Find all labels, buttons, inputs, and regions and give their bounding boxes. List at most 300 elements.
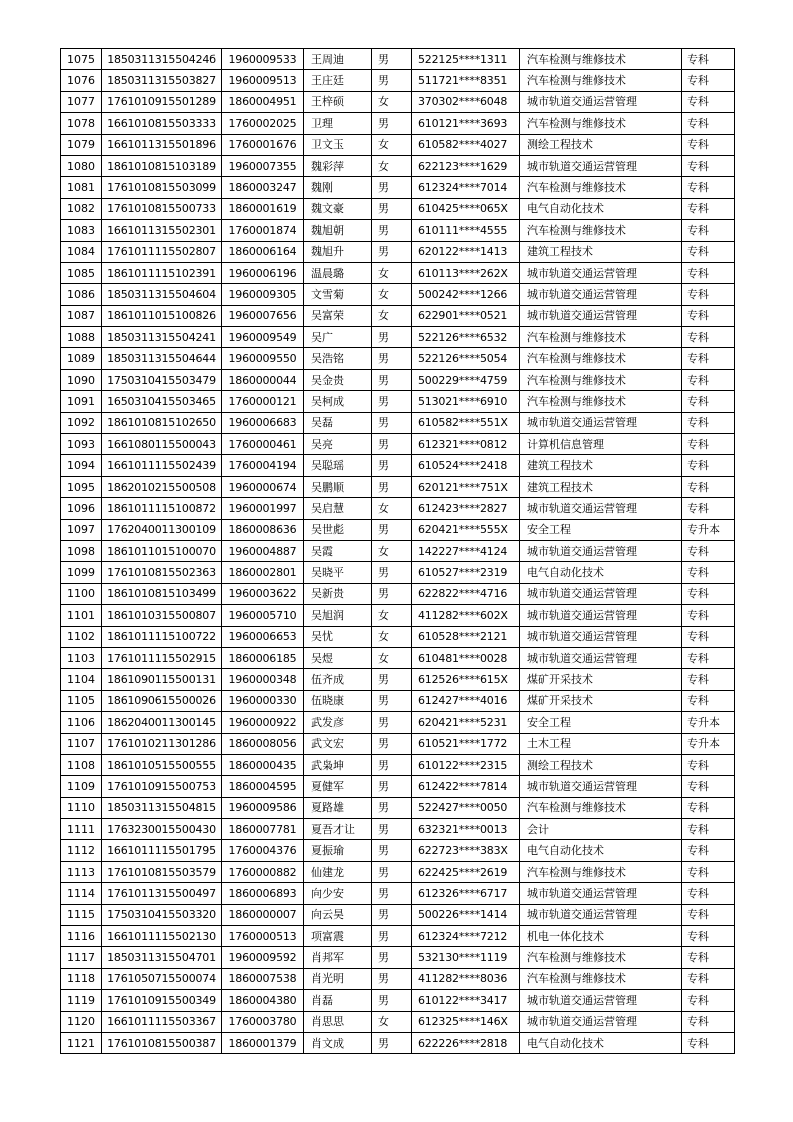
student-number-cell: 1760000461 [222, 434, 304, 455]
id-number-cell: 610113****262X [412, 262, 520, 283]
major-cell: 计算机信息管理 [520, 434, 682, 455]
table-row [61, 434, 735, 455]
table-row [61, 712, 735, 733]
major-cell: 城市轨道交通运营管理 [520, 155, 682, 176]
level-cell: 专科 [682, 883, 735, 904]
row-number-cell: 1121 [61, 1032, 102, 1053]
gender-cell: 男 [372, 70, 412, 91]
name-cell: 吴旭润 [304, 605, 372, 626]
level-cell: 专科 [682, 49, 735, 70]
level-cell: 专科 [682, 669, 735, 690]
gender-cell: 男 [372, 904, 412, 925]
table-row [61, 776, 735, 797]
exam-number-cell: 1661011115501795 [102, 840, 222, 861]
name-cell: 吴鹏顺 [304, 476, 372, 497]
id-number-cell: 612326****6717 [412, 883, 520, 904]
name-cell: 肖光明 [304, 968, 372, 989]
exam-number-cell: 1850311315504241 [102, 327, 222, 348]
exam-number-cell: 1761010815500387 [102, 1032, 222, 1053]
row-number-cell: 1094 [61, 455, 102, 476]
table-row [61, 476, 735, 497]
exam-number-cell: 1763230015500430 [102, 819, 222, 840]
major-cell: 城市轨道交通运营管理 [520, 883, 682, 904]
table-row [61, 91, 735, 112]
id-number-cell: 522126****5054 [412, 348, 520, 369]
gender-cell: 男 [372, 947, 412, 968]
exam-number-cell: 1850311315504604 [102, 284, 222, 305]
exam-number-cell: 1761010211301286 [102, 733, 222, 754]
table-row [61, 904, 735, 925]
table-row [61, 540, 735, 561]
level-cell: 专科 [682, 220, 735, 241]
table-row [61, 883, 735, 904]
major-cell: 电气自动化技术 [520, 840, 682, 861]
row-number-cell: 1096 [61, 498, 102, 519]
major-cell: 城市轨道交通运营管理 [520, 412, 682, 433]
name-cell: 卫文玉 [304, 134, 372, 155]
exam-number-cell: 1661080115500043 [102, 434, 222, 455]
student-number-cell: 1860002801 [222, 562, 304, 583]
id-number-cell: 622123****1629 [412, 155, 520, 176]
level-cell: 专科 [682, 861, 735, 882]
level-cell: 专科 [682, 926, 735, 947]
major-cell: 城市轨道交通运营管理 [520, 262, 682, 283]
row-number-cell: 1108 [61, 754, 102, 775]
name-cell: 肖文成 [304, 1032, 372, 1053]
student-number-cell: 1760003780 [222, 1011, 304, 1032]
name-cell: 魏旭朝 [304, 220, 372, 241]
major-cell: 汽车检测与维修技术 [520, 369, 682, 390]
name-cell: 吴晓平 [304, 562, 372, 583]
name-cell: 王梓硕 [304, 91, 372, 112]
student-number-cell: 1960000674 [222, 476, 304, 497]
table-row [61, 626, 735, 647]
row-number-cell: 1088 [61, 327, 102, 348]
gender-cell: 女 [372, 262, 412, 283]
exam-number-cell: 1761011315500497 [102, 883, 222, 904]
major-cell: 城市轨道交通运营管理 [520, 305, 682, 326]
table-row [61, 605, 735, 626]
id-number-cell: 622723****383X [412, 840, 520, 861]
table-row [61, 220, 735, 241]
table-row [61, 690, 735, 711]
major-cell: 汽车检测与维修技术 [520, 947, 682, 968]
level-cell: 专科 [682, 754, 735, 775]
row-number-cell: 1083 [61, 220, 102, 241]
id-number-cell: 610122****3417 [412, 990, 520, 1011]
level-cell: 专科 [682, 1011, 735, 1032]
row-number-cell: 1116 [61, 926, 102, 947]
student-number-cell: 1960007656 [222, 305, 304, 326]
student-number-cell: 1860001619 [222, 198, 304, 219]
student-number-cell: 1960003622 [222, 583, 304, 604]
major-cell: 测绘工程技术 [520, 134, 682, 155]
id-number-cell: 500226****1414 [412, 904, 520, 925]
student-number-cell: 1960009513 [222, 70, 304, 91]
student-number-cell: 1860004595 [222, 776, 304, 797]
student-number-cell: 1760004194 [222, 455, 304, 476]
level-cell: 专升本 [682, 733, 735, 754]
id-number-cell: 500242****1266 [412, 284, 520, 305]
name-cell: 王庄廷 [304, 70, 372, 91]
name-cell: 魏文豪 [304, 198, 372, 219]
gender-cell: 男 [372, 562, 412, 583]
name-cell: 武发彦 [304, 712, 372, 733]
gender-cell: 男 [372, 840, 412, 861]
name-cell: 卫理 [304, 113, 372, 134]
name-cell: 王周迪 [304, 49, 372, 70]
table-row [61, 305, 735, 326]
name-cell: 肖磊 [304, 990, 372, 1011]
exam-number-cell: 1761050715500074 [102, 968, 222, 989]
name-cell: 魏刚 [304, 177, 372, 198]
student-number-cell: 1860004951 [222, 91, 304, 112]
student-number-cell: 1960004887 [222, 540, 304, 561]
row-number-cell: 1104 [61, 669, 102, 690]
student-number-cell: 1960000922 [222, 712, 304, 733]
table-row [61, 819, 735, 840]
id-number-cell: 610425****065X [412, 198, 520, 219]
id-number-cell: 612321****0812 [412, 434, 520, 455]
table-row [61, 391, 735, 412]
gender-cell: 男 [372, 391, 412, 412]
major-cell: 城市轨道交通运营管理 [520, 498, 682, 519]
level-cell: 专科 [682, 605, 735, 626]
gender-cell: 男 [372, 861, 412, 882]
row-number-cell: 1077 [61, 91, 102, 112]
major-cell: 电气自动化技术 [520, 198, 682, 219]
student-number-cell: 1860001379 [222, 1032, 304, 1053]
level-cell: 专科 [682, 647, 735, 668]
student-number-cell: 1860000007 [222, 904, 304, 925]
row-number-cell: 1118 [61, 968, 102, 989]
exam-number-cell: 1761011115502807 [102, 241, 222, 262]
gender-cell: 女 [372, 647, 412, 668]
gender-cell: 女 [372, 284, 412, 305]
name-cell: 吴金贵 [304, 369, 372, 390]
exam-number-cell: 1861090615500026 [102, 690, 222, 711]
row-number-cell: 1098 [61, 540, 102, 561]
table-row [61, 327, 735, 348]
row-number-cell: 1111 [61, 819, 102, 840]
level-cell: 专科 [682, 155, 735, 176]
major-cell: 会计 [520, 819, 682, 840]
major-cell: 建筑工程技术 [520, 241, 682, 262]
exam-number-cell: 1850311315504644 [102, 348, 222, 369]
major-cell: 机电一体化技术 [520, 926, 682, 947]
student-number-cell: 1960009550 [222, 348, 304, 369]
row-number-cell: 1076 [61, 70, 102, 91]
table-row [61, 348, 735, 369]
id-number-cell: 610122****2315 [412, 754, 520, 775]
student-number-cell: 1960006653 [222, 626, 304, 647]
level-cell: 专科 [682, 904, 735, 925]
major-cell: 安全工程 [520, 519, 682, 540]
id-number-cell: 620122****1413 [412, 241, 520, 262]
name-cell: 吴亮 [304, 434, 372, 455]
student-number-cell: 1860008056 [222, 733, 304, 754]
gender-cell: 男 [372, 348, 412, 369]
level-cell: 专科 [682, 262, 735, 283]
level-cell: 专科 [682, 391, 735, 412]
gender-cell: 男 [372, 690, 412, 711]
student-number-cell: 1760001676 [222, 134, 304, 155]
name-cell: 吴煜 [304, 647, 372, 668]
major-cell: 城市轨道交通运营管理 [520, 605, 682, 626]
gender-cell: 女 [372, 155, 412, 176]
row-number-cell: 1102 [61, 626, 102, 647]
major-cell: 土木工程 [520, 733, 682, 754]
gender-cell: 男 [372, 733, 412, 754]
row-number-cell: 1080 [61, 155, 102, 176]
gender-cell: 男 [372, 113, 412, 134]
gender-cell: 男 [372, 712, 412, 733]
exam-number-cell: 1661011115502130 [102, 926, 222, 947]
row-number-cell: 1095 [61, 476, 102, 497]
name-cell: 肖思思 [304, 1011, 372, 1032]
major-cell: 城市轨道交通运营管理 [520, 990, 682, 1011]
gender-cell: 男 [372, 220, 412, 241]
exam-number-cell: 1861090115500131 [102, 669, 222, 690]
exam-number-cell: 1862010215500508 [102, 476, 222, 497]
row-number-cell: 1084 [61, 241, 102, 262]
table-row [61, 990, 735, 1011]
major-cell: 汽车检测与维修技术 [520, 49, 682, 70]
exam-number-cell: 1661011115503367 [102, 1011, 222, 1032]
exam-number-cell: 1850311315504701 [102, 947, 222, 968]
table-row [61, 284, 735, 305]
exam-number-cell: 1761010815503099 [102, 177, 222, 198]
level-cell: 专科 [682, 434, 735, 455]
row-number-cell: 1105 [61, 690, 102, 711]
level-cell: 专科 [682, 498, 735, 519]
student-number-cell: 1860000435 [222, 754, 304, 775]
student-number-cell: 1960009533 [222, 49, 304, 70]
row-number-cell: 1115 [61, 904, 102, 925]
table-row [61, 412, 735, 433]
major-cell: 汽车检测与维修技术 [520, 177, 682, 198]
major-cell: 城市轨道交通运营管理 [520, 647, 682, 668]
table-row [61, 113, 735, 134]
major-cell: 汽车检测与维修技术 [520, 968, 682, 989]
gender-cell: 女 [372, 626, 412, 647]
major-cell: 汽车检测与维修技术 [520, 70, 682, 91]
id-number-cell: 610121****3693 [412, 113, 520, 134]
student-number-cell: 1760004376 [222, 840, 304, 861]
name-cell: 夏振瑜 [304, 840, 372, 861]
exam-number-cell: 1861011015100070 [102, 540, 222, 561]
row-number-cell: 1109 [61, 776, 102, 797]
student-number-cell: 1960009586 [222, 797, 304, 818]
level-cell: 专科 [682, 198, 735, 219]
name-cell: 魏彩萍 [304, 155, 372, 176]
table-row [61, 754, 735, 775]
name-cell: 夏路雄 [304, 797, 372, 818]
table-row [61, 968, 735, 989]
id-number-cell: 522427****0050 [412, 797, 520, 818]
id-number-cell: 411282****602X [412, 605, 520, 626]
student-number-cell: 1860004380 [222, 990, 304, 1011]
name-cell: 吴聪瑶 [304, 455, 372, 476]
major-cell: 建筑工程技术 [520, 455, 682, 476]
name-cell: 吴富荣 [304, 305, 372, 326]
name-cell: 文雪菊 [304, 284, 372, 305]
exam-number-cell: 1850311315503827 [102, 70, 222, 91]
major-cell: 汽车检测与维修技术 [520, 348, 682, 369]
row-number-cell: 1093 [61, 434, 102, 455]
student-number-cell: 1960005710 [222, 605, 304, 626]
name-cell: 吴启慧 [304, 498, 372, 519]
exam-number-cell: 1861011015100826 [102, 305, 222, 326]
major-cell: 城市轨道交通运营管理 [520, 583, 682, 604]
major-cell: 城市轨道交通运营管理 [520, 91, 682, 112]
id-number-cell: 622226****2818 [412, 1032, 520, 1053]
row-number-cell: 1091 [61, 391, 102, 412]
major-cell: 城市轨道交通运营管理 [520, 904, 682, 925]
exam-number-cell: 1661011315501896 [102, 134, 222, 155]
name-cell: 夏健军 [304, 776, 372, 797]
id-number-cell: 622901****0521 [412, 305, 520, 326]
level-cell: 专科 [682, 990, 735, 1011]
level-cell: 专科 [682, 91, 735, 112]
id-number-cell: 411282****8036 [412, 968, 520, 989]
table-row [61, 369, 735, 390]
name-cell: 向少安 [304, 883, 372, 904]
row-number-cell: 1110 [61, 797, 102, 818]
table-row [61, 134, 735, 155]
level-cell: 专科 [682, 305, 735, 326]
table-row [61, 177, 735, 198]
id-number-cell: 612325****146X [412, 1011, 520, 1032]
exam-number-cell: 1861011115100872 [102, 498, 222, 519]
major-cell: 汽车检测与维修技术 [520, 797, 682, 818]
name-cell: 武枭坤 [304, 754, 372, 775]
name-cell: 仙建龙 [304, 861, 372, 882]
id-number-cell: 612324****7014 [412, 177, 520, 198]
gender-cell: 男 [372, 327, 412, 348]
exam-number-cell: 185031131550424б [102, 49, 222, 70]
level-cell: 专科 [682, 690, 735, 711]
level-cell: 专科 [682, 540, 735, 561]
major-cell: 汽车检测与维修技术 [520, 220, 682, 241]
id-number-cell: 622822****4716 [412, 583, 520, 604]
id-number-cell: 622425****2619 [412, 861, 520, 882]
table-row [61, 797, 735, 818]
level-cell: 专科 [682, 797, 735, 818]
id-number-cell: 500229****4759 [412, 369, 520, 390]
table-row [61, 155, 735, 176]
level-cell: 专科 [682, 562, 735, 583]
id-number-cell: 610527****2319 [412, 562, 520, 583]
major-cell: 城市轨道交通运营管理 [520, 776, 682, 797]
exam-number-cell: 1861010815102650 [102, 412, 222, 433]
student-number-cell: 1860000044 [222, 369, 304, 390]
row-number-cell: 1075 [61, 49, 102, 70]
table-row [61, 70, 735, 91]
gender-cell: 男 [372, 1032, 412, 1053]
name-cell: 吴浩铭 [304, 348, 372, 369]
exam-number-cell: 1861011115100722 [102, 626, 222, 647]
student-number-cell: 1960000348 [222, 669, 304, 690]
gender-cell: 男 [372, 49, 412, 70]
gender-cell: 女 [372, 498, 412, 519]
row-number-cell: 1081 [61, 177, 102, 198]
row-number-cell: 1085 [61, 262, 102, 283]
row-number-cell: 1087 [61, 305, 102, 326]
gender-cell: 男 [372, 883, 412, 904]
id-number-cell: 142227****4124 [412, 540, 520, 561]
gender-cell: 女 [372, 134, 412, 155]
id-number-cell: 511721****8351 [412, 70, 520, 91]
name-cell: 吴忧 [304, 626, 372, 647]
major-cell: 城市轨道交通运营管理 [520, 1011, 682, 1032]
table-row [61, 733, 735, 754]
name-cell: 吴广 [304, 327, 372, 348]
table-row [61, 647, 735, 668]
exam-number-cell: 1761010815503579 [102, 861, 222, 882]
exam-number-cell: 1862040011300145 [102, 712, 222, 733]
id-number-cell: 610524****2418 [412, 455, 520, 476]
level-cell: 专科 [682, 1032, 735, 1053]
student-number-cell: 1860006893 [222, 883, 304, 904]
level-cell: 专科 [682, 369, 735, 390]
table-row [61, 241, 735, 262]
table-row [61, 562, 735, 583]
student-number-cell: 1960009549 [222, 327, 304, 348]
major-cell: 建筑工程技术 [520, 476, 682, 497]
gender-cell: 女 [372, 540, 412, 561]
gender-cell: 男 [372, 519, 412, 540]
exam-number-cell: 1750310415503320 [102, 904, 222, 925]
id-number-cell: 370302****6048 [412, 91, 520, 112]
student-number-cell: 1760000882 [222, 861, 304, 882]
exam-number-cell: 1861010815103499 [102, 583, 222, 604]
major-cell: 汽车检测与维修技术 [520, 327, 682, 348]
gender-cell: 男 [372, 583, 412, 604]
id-number-cell: 612324****7212 [412, 926, 520, 947]
level-cell: 专科 [682, 840, 735, 861]
row-number-cell: 1103 [61, 647, 102, 668]
major-cell: 煤矿开采技术 [520, 690, 682, 711]
name-cell: 魏旭升 [304, 241, 372, 262]
gender-cell: 男 [372, 455, 412, 476]
id-number-cell: 620421****5231 [412, 712, 520, 733]
row-number-cell: 1078 [61, 113, 102, 134]
major-cell: 电气自动化技术 [520, 1032, 682, 1053]
id-number-cell: 610528****2121 [412, 626, 520, 647]
id-number-cell: 610481****0028 [412, 647, 520, 668]
row-number-cell: 1086 [61, 284, 102, 305]
id-number-cell: 620421****555X [412, 519, 520, 540]
major-cell: 汽车检测与维修技术 [520, 113, 682, 134]
level-cell: 专科 [682, 819, 735, 840]
gender-cell: 男 [372, 797, 412, 818]
table-row [61, 926, 735, 947]
major-cell: 煤矿开采技术 [520, 669, 682, 690]
exam-number-cell: 1761011115502915 [102, 647, 222, 668]
level-cell: 专科 [682, 70, 735, 91]
gender-cell: 男 [372, 968, 412, 989]
id-number-cell: 513021****6910 [412, 391, 520, 412]
student-number-cell: 1960007355 [222, 155, 304, 176]
student-number-cell: 1960001997 [222, 498, 304, 519]
exam-number-cell: 1650310415503465 [102, 391, 222, 412]
row-number-cell: 1120 [61, 1011, 102, 1032]
gender-cell: 女 [372, 91, 412, 112]
name-cell: 夏吾才让 [304, 819, 372, 840]
level-cell: 专升本 [682, 712, 735, 733]
table-row [61, 198, 735, 219]
